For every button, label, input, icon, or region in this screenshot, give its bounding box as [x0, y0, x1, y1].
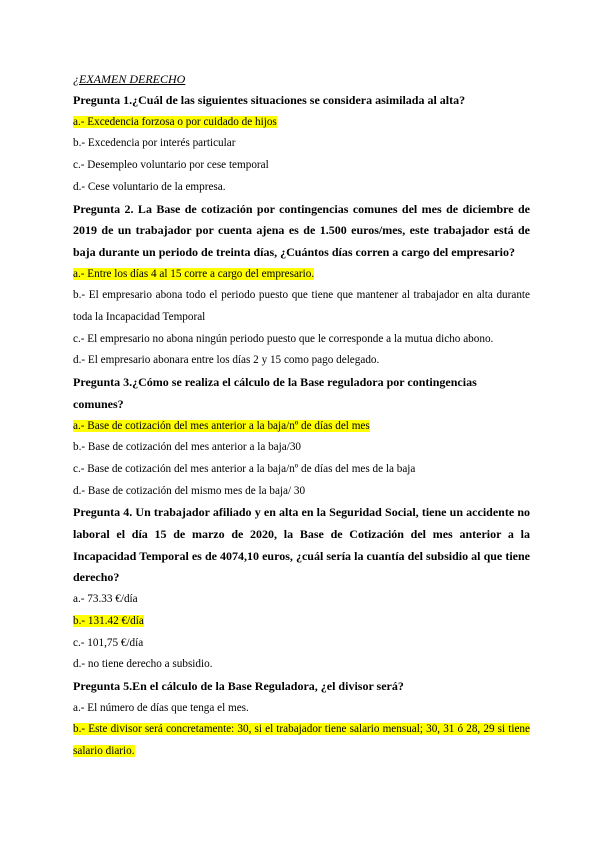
question-2-option-c: c.- El empresario no abona ningún periodo puesto que le corresponde a la mutua dicho abono. — [73, 332, 494, 345]
question-3-option-a — [73, 416, 530, 438]
exam-document — [73, 70, 530, 763]
question-4-option-b — [73, 611, 530, 633]
question-1-option-b: b.- Excedencia por interés particular — [73, 137, 236, 150]
answer-highlight: a.- Excedencia forzosa o por cuidado de hijos — [73, 115, 277, 128]
answer-highlight: b.- 131.42 €/día — [73, 614, 144, 627]
question-2: Pregunta 2. La Base de cotización por contingencias comunes del mes de diciembre de 2019 de un trabajador por cuenta ajena es de 1.500 euros/mes, este trabajador está de baja durante un periodo de treinta días, ¿Cuántos días corren a cargo del empresario? — [73, 201, 530, 259]
question-4-option-a: a.- 73.33 €/día — [73, 593, 138, 606]
question-2-option-d: d.- El empresario abonara entre los días 2 y 15 como pago delegado. — [73, 354, 380, 367]
answer-highlight: a.- Entre los días 4 al 15 corre a cargo del empresario. — [73, 267, 315, 280]
question-4: Pregunta 4. Un trabajador afiliado y en alta en la Seguridad Social, tiene un accidente no laboral el día 15 de marzo de 2020, la Base de Cotización del mes anterior a la Incapacidad Temporal es de 4074,10 euros, ¿cuál sería la cuantía del subsidio al que tiene derecho? — [73, 505, 530, 585]
question-4-option-c: c.- 101,75 €/día — [73, 636, 144, 649]
question-4-option-d: d.- no tiene derecho a subsidio. — [73, 658, 213, 671]
question-1-option-c: c.- Desempleo voluntario por cese temporal — [73, 159, 269, 172]
question-1-option-d: d.- Cese voluntario de la empresa. — [73, 180, 226, 193]
question-2-option-a — [73, 264, 530, 286]
question-5-option-a: a.- El número de días que tenga el mes. — [73, 701, 249, 714]
question-2-option-b: b.- El empresario abona todo el periodo puesto que tiene que mantener al trabajador en alta durante toda la Incapacidad Temporal — [73, 289, 530, 324]
question-3-option-d: d.- Base de cotización del mismo mes de la baja/ 30 — [73, 484, 306, 497]
exam-title: ¿EXAMEN DERECHO — [73, 72, 186, 86]
answer-highlight: b.- Este divisor será concretamente: 30, si el trabajador tiene salario mensual; 30, 31 ó 28, 29 si tiene salario diario. — [73, 723, 530, 758]
question-3: Pregunta 3.¿Cómo se realiza el cálculo de la Base reguladora por contingencias comunes? — [73, 375, 477, 411]
question-1-option-a — [73, 112, 530, 134]
question-1: Pregunta 1.¿Cuál de las siguientes situaciones se considera asimilada al alta? — [73, 93, 466, 107]
question-5: Pregunta 5.En el cálculo de la Base Reguladora, ¿el divisor será? — [73, 678, 404, 693]
answer-highlight: a.- Base de cotización del mes anterior a la baja/nº de días del mes — [73, 419, 370, 432]
question-3-option-b: b.- Base de cotización del mes anterior a la baja/30 — [73, 441, 302, 454]
question-3-option-c: c.- Base de cotización del mes anterior a la baja/nº de días del mes de la baja — [73, 462, 416, 475]
question-5-option-b — [73, 719, 530, 762]
